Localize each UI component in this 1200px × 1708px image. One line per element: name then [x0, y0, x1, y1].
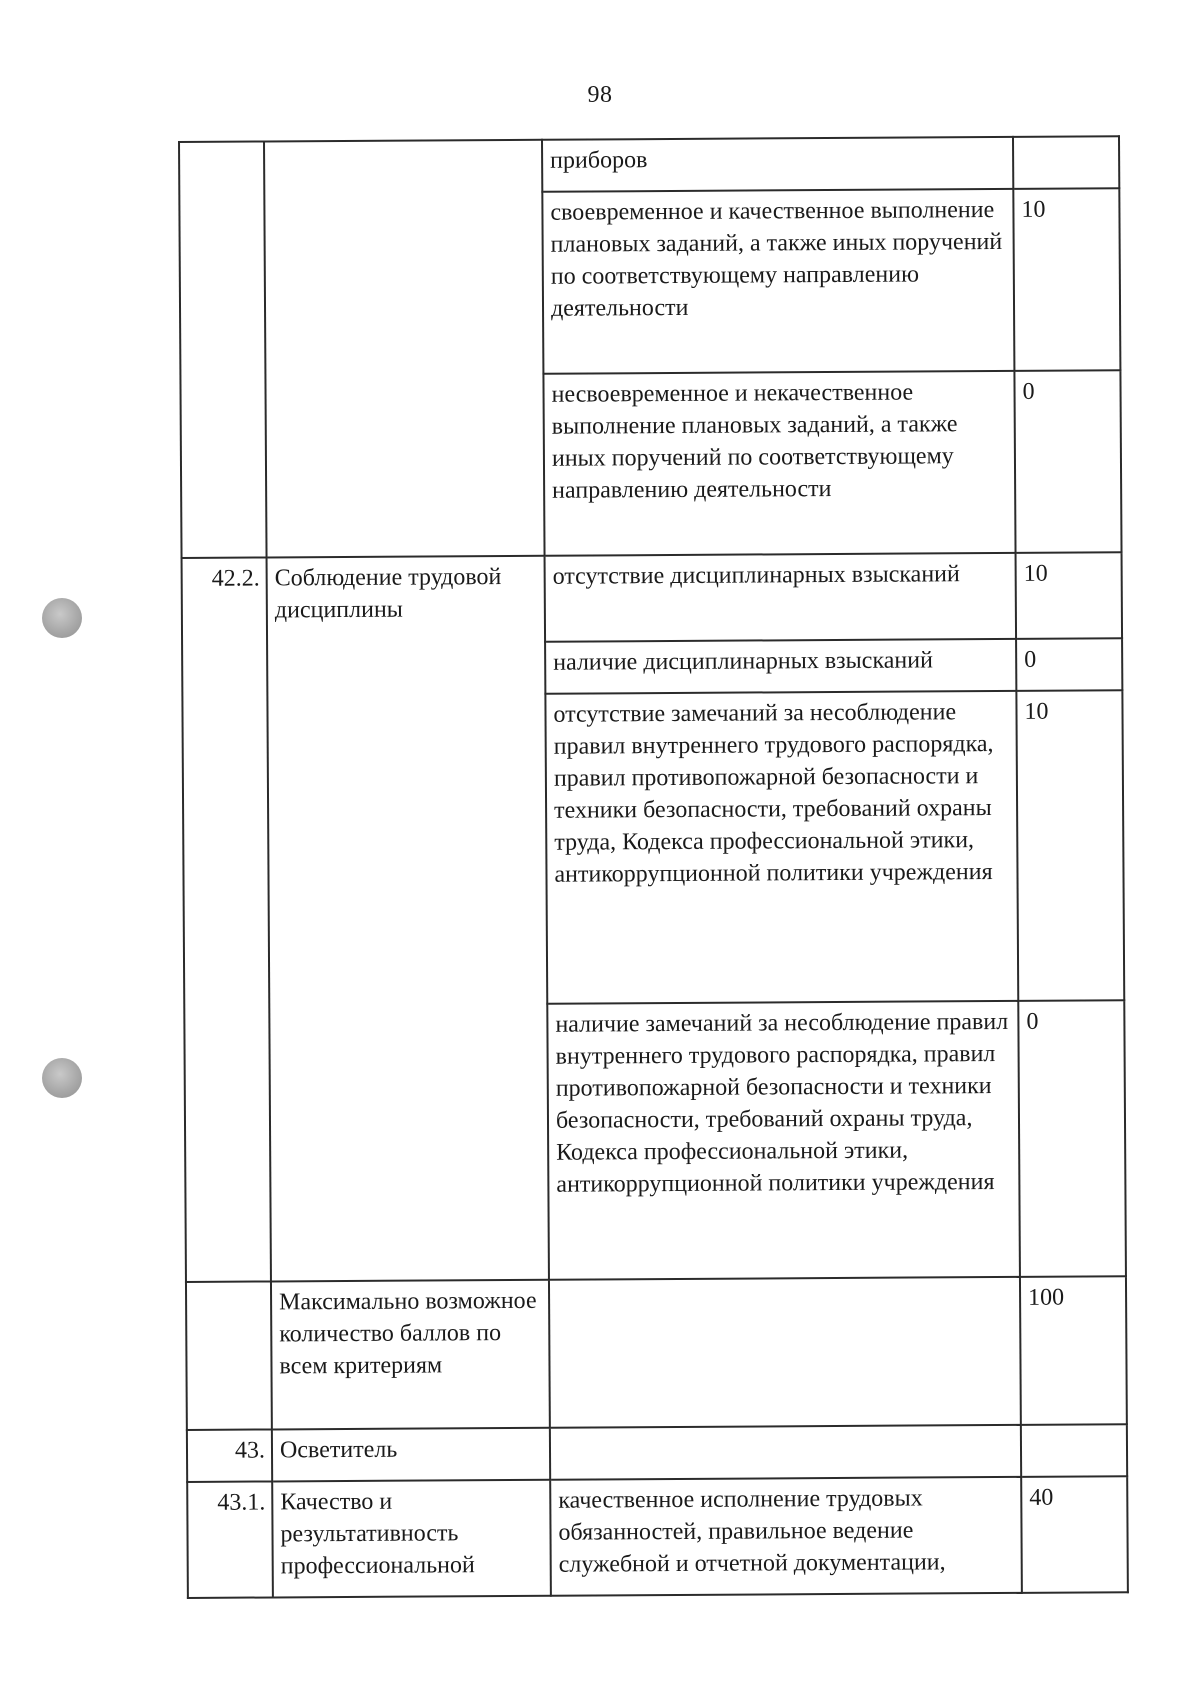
item-name-cell: Осветитель — [272, 1428, 550, 1482]
item-number-cell: 43.1. — [187, 1481, 273, 1598]
score-cell: 100 — [1020, 1276, 1127, 1425]
criterion-cell: наличие дисциплинарных взысканий — [545, 639, 1016, 694]
criterion-cell — [549, 1277, 1021, 1428]
table-row-total — [186, 1276, 1127, 1430]
criterion-cell: своевременное и качественное выполнение плановых заданий, а также иных поручений по соответствующему направлению деятельности — [542, 189, 1014, 374]
table-row — [179, 136, 1119, 194]
score-cell — [1021, 1424, 1127, 1477]
score-cell: 40 — [1021, 1476, 1128, 1593]
item-name-cell: Соблюдение трудовой дисциплины — [267, 556, 549, 1282]
score-cell: 0 — [1014, 370, 1121, 553]
table-row-section — [187, 1424, 1127, 1482]
criterion-cell: несвоевременное и некачественное выполнение плановых заданий, а также иных поручений по соответствующему направлению деятельности — [543, 371, 1015, 556]
criterion-cell: качественное исполнение трудовых обязанностей, правильное ведение служебной и отчетной документации, — [550, 1477, 1022, 1596]
item-number-cell: 43. — [187, 1429, 272, 1482]
criterion-cell: наличие замечаний за несоблюдение правил внутреннего трудового распорядка, правил противопожарной безопасности и техники безопасности, требований охраны труда, Кодекса профессиональной этики, антикоррупционной политики учреждения — [547, 1001, 1020, 1280]
item-name-cell: Максимально возможное количество баллов по всем критериям — [271, 1280, 550, 1430]
item-name-cell: Качество и результативность профессиональной — [272, 1480, 551, 1598]
item-name-cell — [264, 140, 545, 558]
table-row — [187, 1476, 1128, 1598]
score-cell — [1013, 136, 1119, 189]
score-cell: 10 — [1016, 690, 1124, 1001]
criterion-cell: отсутствие замечаний за несоблюдение правил внутреннего трудового распорядка, правил противопожарной безопасности и техники безопасности, требований охраны труда, Кодекса профессиональной этики, антикоррупционной политики учреждения — [545, 691, 1018, 1004]
score-cell: 0 — [1018, 1000, 1126, 1277]
item-number-cell — [179, 141, 267, 558]
score-cell: 0 — [1016, 638, 1122, 691]
criterion-cell — [550, 1425, 1021, 1480]
page-number: 98 — [587, 82, 613, 108]
criterion-cell: приборов — [542, 137, 1013, 192]
criterion-cell: отсутствие дисциплинарных взысканий — [545, 553, 1017, 642]
punch-hole — [42, 598, 82, 638]
criteria-table — [178, 135, 1129, 1599]
score-cell: 10 — [1016, 552, 1123, 639]
table-row — [182, 552, 1123, 644]
item-number-cell: 42.2. — [182, 557, 271, 1282]
punch-hole — [42, 1058, 82, 1098]
item-number-cell — [186, 1281, 272, 1430]
score-cell: 10 — [1013, 188, 1120, 371]
